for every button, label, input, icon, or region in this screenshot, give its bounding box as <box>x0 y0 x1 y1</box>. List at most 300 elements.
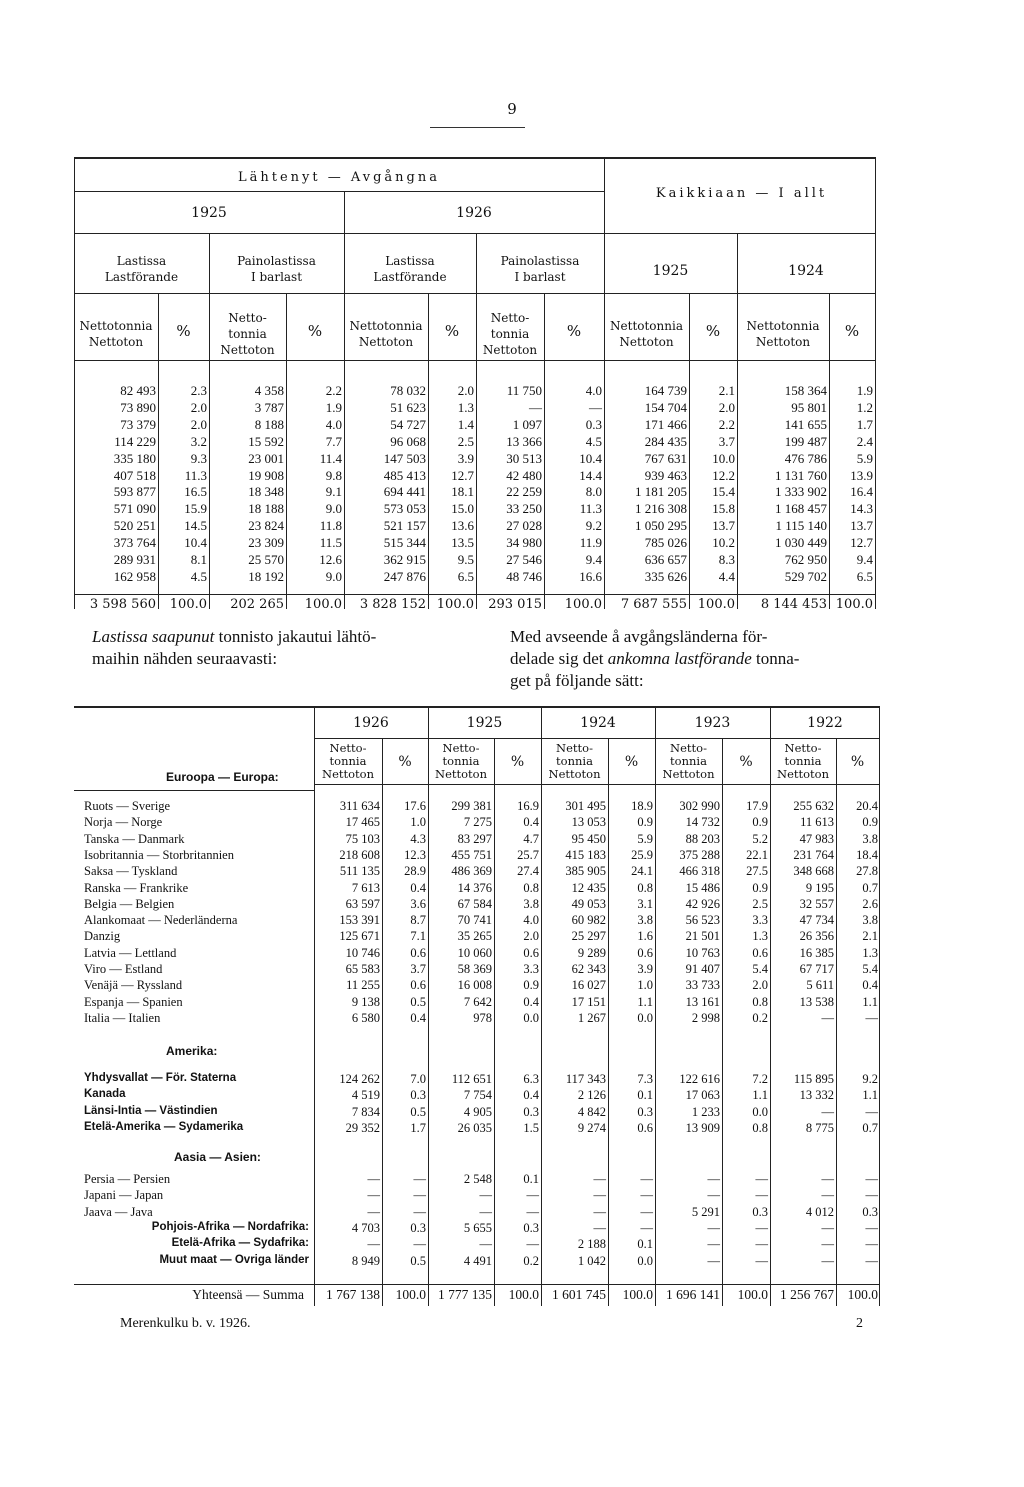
total-cell: 1 767 138 <box>326 1287 380 1302</box>
table-cell: 9.3 <box>190 450 207 466</box>
table-cell: 1 168 457 <box>775 501 827 517</box>
table-cell: 1 042 <box>577 1253 606 1268</box>
table-cell: 15.4 <box>712 484 735 500</box>
table-cell: 47 734 <box>799 913 834 928</box>
table-cell: 4 842 <box>577 1104 606 1119</box>
table-cell: 0.3 <box>585 416 602 432</box>
table-cell: 515 344 <box>383 535 426 551</box>
table-cell: 348 668 <box>793 864 834 879</box>
table-cell: 17 465 <box>345 815 380 830</box>
table-cell: 939 463 <box>644 467 687 483</box>
country-label: Italia — Italien <box>84 1010 161 1025</box>
departures-row <box>74 552 876 569</box>
table-cell: 67 584 <box>457 896 492 911</box>
table-cell: 13.7 <box>850 518 873 534</box>
table-cell: 231 764 <box>793 847 834 862</box>
table-cell: 117 343 <box>565 1072 606 1086</box>
origin-row <box>74 995 880 1011</box>
table-cell: 9.4 <box>585 552 602 567</box>
table-cell: 73 379 <box>120 416 156 432</box>
table-cell: 0.4 <box>523 1088 539 1103</box>
country-label: Muut maat — Övriga länder <box>159 1253 309 1266</box>
table-cell: 255 632 <box>793 799 834 813</box>
table-cell: 11 750 <box>506 383 542 398</box>
table-cell: 0.6 <box>523 945 539 960</box>
table-cell: 12.3 <box>404 847 426 862</box>
total-cell: 1 696 141 <box>666 1287 720 1302</box>
table-cell: 115 895 <box>793 1072 834 1086</box>
origin-row <box>74 1188 880 1204</box>
table-cell: 0.0 <box>637 1010 653 1025</box>
table-cell: 4 491 <box>463 1253 492 1268</box>
table-cell: 0.8 <box>752 994 768 1009</box>
table-cell: 0.3 <box>410 1220 426 1235</box>
total-cell: 100.0 <box>847 1287 878 1302</box>
origin-row <box>74 1254 880 1270</box>
table-cell: 1.0 <box>410 815 426 830</box>
origin-row <box>74 864 880 880</box>
table-cell: 0.9 <box>752 880 768 895</box>
total-title: Kaikkiaan — I allt <box>655 186 828 201</box>
table-cell: 529 702 <box>784 568 827 584</box>
table-cell: 7.1 <box>410 929 426 944</box>
table-cell: 27.8 <box>856 864 878 879</box>
country-label: Ranska — Frankrike <box>84 880 189 895</box>
table-cell: 13.5 <box>451 535 474 551</box>
table-cell: — <box>589 399 602 415</box>
table-cell: 15.8 <box>712 501 735 517</box>
unit-header: Netto- tonnia Nettoton <box>662 741 715 781</box>
table-cell: 3.6 <box>410 896 426 911</box>
table-cell: — <box>755 1172 768 1186</box>
table-cell: — <box>707 1253 720 1268</box>
table-cell: 767 631 <box>644 450 687 466</box>
table-cell: 11 613 <box>800 815 834 830</box>
departures-row <box>74 468 876 485</box>
total-cell: 202 265 <box>230 597 284 612</box>
table-cell: — <box>755 1237 768 1252</box>
table-cell: 0.9 <box>523 978 539 993</box>
table-cell: 17.6 <box>404 799 426 813</box>
table-cell: 5 291 <box>691 1204 720 1219</box>
pct-header: % <box>566 322 582 340</box>
table-cell: 2.5 <box>457 433 474 449</box>
table-cell: 91 407 <box>685 962 720 976</box>
table-cell: 7.3 <box>637 1072 653 1086</box>
departures-table <box>74 157 876 612</box>
table-cell: 23 309 <box>248 535 284 551</box>
unit-header: Nettotonnia Nettoton <box>610 319 683 349</box>
origin-row <box>74 1205 880 1221</box>
table-cell: 114 229 <box>114 433 156 449</box>
table-cell: 18 348 <box>248 484 284 500</box>
table-cell: 302 990 <box>679 799 720 813</box>
table-cell: 67 717 <box>799 962 834 976</box>
country-label: Japani — Japan <box>84 1188 164 1203</box>
table-cell: 1.2 <box>856 399 873 415</box>
table-cell: 8.0 <box>585 484 602 500</box>
table-cell: 18 188 <box>248 501 284 517</box>
country-label: Danzig <box>84 929 121 944</box>
departures-row <box>74 383 876 400</box>
table-cell: 122 616 <box>679 1072 720 1086</box>
departures-row <box>74 400 876 417</box>
table-cell: 13 161 <box>685 994 720 1009</box>
table-cell: 124 262 <box>339 1072 380 1086</box>
table-cell: 485 413 <box>383 467 426 483</box>
table-cell: — <box>755 1220 768 1235</box>
table-cell: 12.2 <box>712 467 735 483</box>
table-cell: 49 053 <box>571 896 606 911</box>
table-cell: — <box>529 399 542 415</box>
table-cell: — <box>367 1204 380 1219</box>
table-cell: 2.2 <box>718 416 735 432</box>
table-cell: — <box>367 1172 380 1186</box>
table-cell: — <box>707 1188 720 1203</box>
table-cell: 16.9 <box>517 799 539 813</box>
total-cell: 100.0 <box>564 597 602 612</box>
table-cell: 16 385 <box>799 945 834 960</box>
table-cell: 2.6 <box>862 896 878 911</box>
table-cell: — <box>479 1188 492 1203</box>
table-cell: 455 751 <box>451 847 492 862</box>
table-cell: 218 608 <box>339 847 380 862</box>
table-cell: 3.7 <box>718 433 735 449</box>
table-cell: 2.2 <box>325 383 342 398</box>
table-cell: 12.7 <box>850 535 873 551</box>
table-cell: 10.4 <box>579 450 602 466</box>
table-cell: 54 727 <box>390 416 426 432</box>
table-cell: — <box>755 1188 768 1203</box>
table-cell: 33 250 <box>506 501 542 517</box>
table-cell: 25 570 <box>248 552 284 567</box>
table-cell: 6.5 <box>457 568 474 584</box>
country-label: Latvia — Lettland <box>84 945 177 960</box>
table-cell: 78 032 <box>390 383 426 398</box>
table-cell: 0.3 <box>637 1104 653 1119</box>
origin-row <box>74 962 880 978</box>
table-cell: 51 623 <box>390 399 426 415</box>
table-cell: 9 195 <box>805 880 834 895</box>
unit-header: Netto- tonnia Nettoton <box>322 741 374 781</box>
table-cell: 23 824 <box>248 518 284 534</box>
table-cell: 25.7 <box>517 847 539 862</box>
table-cell: — <box>479 1237 492 1252</box>
table-cell: 289 931 <box>113 552 156 567</box>
table-cell: 301 495 <box>565 799 606 813</box>
country-label: Persia — Persien <box>84 1172 171 1186</box>
unit-header: Netto- tonnia Nettoton <box>482 311 538 357</box>
table-cell: 6.5 <box>856 568 873 584</box>
t2-year-1922: 1922 <box>807 715 843 731</box>
departures-row <box>74 535 876 552</box>
origin-row <box>74 832 880 848</box>
total-cell: 8 144 453 <box>760 597 827 612</box>
table-cell: 4.4 <box>718 568 735 584</box>
pct-header: % <box>176 322 191 340</box>
table-cell: 0.6 <box>752 945 768 960</box>
table-cell: 694 441 <box>383 484 426 500</box>
table-cell: — <box>821 1010 834 1025</box>
table-cell: 466 318 <box>679 864 720 879</box>
table-cell: 7 275 <box>463 815 492 830</box>
table-cell: 9.2 <box>862 1072 878 1086</box>
table-cell: — <box>865 1188 878 1203</box>
table-cell: 14 732 <box>685 815 720 830</box>
departures-row <box>74 451 876 468</box>
origin-row <box>74 1237 880 1253</box>
laden-1925-header: Lastissa Lastförande <box>104 254 179 284</box>
table-cell: 0.3 <box>523 1104 539 1119</box>
table-cell: — <box>707 1220 720 1235</box>
table-cell: 34 980 <box>506 535 542 551</box>
table-cell: 3.9 <box>457 450 474 466</box>
table-cell: 284 435 <box>644 433 687 449</box>
table-cell: 486 369 <box>451 864 492 879</box>
table-cell: 27.5 <box>746 864 768 879</box>
table-cell: 0.9 <box>637 815 653 830</box>
table-cell: 571 090 <box>113 501 156 517</box>
table-cell: — <box>526 1204 539 1219</box>
origin-row <box>74 1172 880 1188</box>
table-cell: 0.7 <box>862 1120 878 1135</box>
table-cell: 11.3 <box>184 467 207 483</box>
table-cell: 0.9 <box>862 815 878 830</box>
footer-page: 2 <box>856 1316 863 1331</box>
origin-row <box>74 1221 880 1237</box>
table-cell: 27 028 <box>506 518 542 534</box>
unit-header: Nettotonnia Nettoton <box>79 319 153 349</box>
table-cell: 162 958 <box>113 568 156 584</box>
table-cell: — <box>865 1172 878 1186</box>
table-cell: 0.2 <box>752 1010 768 1025</box>
table-cell: 3.2 <box>190 433 207 449</box>
table-cell: 0.4 <box>862 978 878 993</box>
table-cell: — <box>413 1237 426 1252</box>
table-cell: 1 131 760 <box>775 467 827 483</box>
table-cell: 30 513 <box>506 450 542 466</box>
table-cell: 96 068 <box>390 433 426 449</box>
total-cell: 1 601 745 <box>552 1287 606 1302</box>
table-cell: 0.4 <box>410 880 426 895</box>
table-cell: 1.4 <box>457 416 474 432</box>
table-cell: 593 877 <box>113 484 156 500</box>
country-label: Etelä-Afrika — Sydafrika: <box>171 1237 309 1250</box>
table-cell: 4 012 <box>805 1204 834 1219</box>
table-cell: 23 001 <box>248 450 284 466</box>
table-cell: 573 053 <box>383 501 426 517</box>
table-cell: 7 613 <box>351 880 380 895</box>
table-cell: 4.0 <box>325 416 342 432</box>
table-cell: 0.6 <box>637 945 653 960</box>
table-cell: 5.9 <box>637 831 653 846</box>
table-cell: 58 369 <box>457 962 492 976</box>
table-cell: 13 538 <box>799 994 834 1009</box>
table-cell: 18.1 <box>451 484 474 500</box>
table-cell: 25 297 <box>571 929 606 944</box>
table-cell: 1.9 <box>856 383 873 398</box>
table-cell: — <box>821 1220 834 1235</box>
table-cell: — <box>367 1188 380 1203</box>
origin-row <box>74 1105 880 1121</box>
table-cell: 1.7 <box>410 1120 426 1135</box>
table-cell: — <box>526 1188 539 1203</box>
table-cell: 9 289 <box>577 945 606 960</box>
origin-row <box>74 1011 880 1027</box>
table-cell: 18.9 <box>631 799 653 813</box>
table-cell: 24.1 <box>631 864 653 879</box>
table-cell: 2.5 <box>752 896 768 911</box>
pct-header: % <box>398 754 412 770</box>
table-cell: 1.5 <box>523 1120 539 1135</box>
table-cell: 7 642 <box>463 994 492 1009</box>
table-cell: 521 157 <box>383 518 426 534</box>
table-cell: 13.6 <box>451 518 474 534</box>
total-cell: 100.0 <box>835 597 873 612</box>
total-cell: 100.0 <box>395 1287 426 1302</box>
origin-row <box>74 929 880 945</box>
table-cell: 88 203 <box>685 831 720 846</box>
page-number: 9 <box>507 100 517 118</box>
table-cell: 10 060 <box>457 945 492 960</box>
country-label: Alankomaat — Nederländerna <box>84 913 238 928</box>
unit-header: Nettotonnia Nettoton <box>349 319 423 349</box>
table-cell: 0.1 <box>523 1172 539 1186</box>
table-cell: 42 926 <box>685 896 720 911</box>
departures-row <box>74 417 876 434</box>
origin-row <box>74 799 880 815</box>
table-cell: — <box>593 1204 606 1219</box>
table-cell: 125 671 <box>339 929 380 944</box>
table-cell: 1 030 449 <box>775 535 827 551</box>
table-cell: 9.2 <box>585 518 602 534</box>
table-cell: 11.4 <box>319 450 342 466</box>
country-label: Belgia — Belgien <box>84 896 175 911</box>
country-label: Jaava — Java <box>84 1204 153 1219</box>
table-cell: 299 381 <box>451 799 492 813</box>
table-cell: 18.4 <box>856 847 878 862</box>
table-cell: 0.2 <box>523 1253 539 1268</box>
laden-1926-header: Lastissa Lastförande <box>373 254 447 284</box>
table-cell: 335 626 <box>644 568 687 584</box>
table-cell: 3.8 <box>637 913 653 928</box>
table-cell: 13 332 <box>799 1088 834 1103</box>
table-cell: 1.0 <box>637 978 653 993</box>
table-cell: — <box>821 1172 834 1186</box>
total-cell: 3 828 152 <box>359 597 426 612</box>
table-cell: 2 126 <box>577 1088 606 1103</box>
country-label: Tanska — Danmark <box>84 831 185 846</box>
table-cell: 21 501 <box>685 929 720 944</box>
departures-row <box>74 569 876 586</box>
table-cell: 2.0 <box>752 978 768 993</box>
t2-year-1924: 1924 <box>580 715 616 731</box>
country-label: Isobritannia — Storbritannien <box>84 847 234 862</box>
table-cell: 17.9 <box>746 799 768 813</box>
total-label: Yhteensä — Summa <box>192 1287 304 1302</box>
table-cell: 4 905 <box>463 1104 492 1119</box>
table-cell: 9.5 <box>457 552 474 567</box>
table-cell: 311 634 <box>339 799 380 813</box>
total-cell: 100.0 <box>737 1287 768 1302</box>
pct-header: % <box>307 322 323 340</box>
table-cell: 1 267 <box>577 1010 606 1025</box>
table-cell: 1 233 <box>691 1104 720 1119</box>
table-cell: 476 786 <box>784 450 827 466</box>
year-1924-total: 1924 <box>788 263 824 279</box>
table-cell: 0.3 <box>523 1220 539 1235</box>
table-cell: 335 180 <box>113 450 156 466</box>
table-cell: 11 255 <box>346 978 380 993</box>
total-cell: 100.0 <box>436 597 474 612</box>
table-cell: 4.7 <box>523 831 539 846</box>
table-cell: 73 890 <box>120 399 156 415</box>
table-cell: 2.0 <box>457 383 474 398</box>
table-cell: 11.8 <box>319 518 342 534</box>
table-cell: 20.4 <box>856 799 878 813</box>
section-europe: Euroopa — Europa: <box>166 770 279 784</box>
table-cell: 11.3 <box>579 501 602 517</box>
table-cell: 9.4 <box>856 552 873 567</box>
table-cell: 1 216 308 <box>635 501 687 517</box>
table-cell: 5 655 <box>463 1220 492 1235</box>
table-cell: 42 480 <box>506 467 542 483</box>
ballast-1926-header: Painolastissa I barlast <box>500 254 580 284</box>
table-cell: — <box>593 1188 606 1203</box>
table-cell: 1 181 205 <box>635 484 687 500</box>
table-cell: 1.3 <box>862 945 878 960</box>
table-cell: 171 466 <box>644 416 687 432</box>
table-cell: 12 435 <box>571 880 606 895</box>
country-label: Kanada <box>84 1088 126 1101</box>
table-cell: 22.1 <box>746 847 768 862</box>
table-cell: 2.0 <box>523 929 539 944</box>
table-cell: 0.3 <box>410 1088 426 1103</box>
t2-totals-row <box>74 1287 880 1303</box>
table-cell: 5.9 <box>856 450 873 466</box>
unit-header: Netto- tonnia Nettoton <box>220 311 275 357</box>
total-cell: 1 256 767 <box>780 1287 834 1302</box>
departures-row <box>74 518 876 535</box>
origin-row <box>74 897 880 913</box>
table-cell: 3.3 <box>752 913 768 928</box>
table-cell: 0.7 <box>862 880 878 895</box>
table-cell: 32 557 <box>799 896 834 911</box>
country-label: Ruots — Sverige <box>84 799 171 813</box>
table-cell: 3 787 <box>254 399 284 415</box>
pct-header: % <box>844 322 860 340</box>
t2-year-1923: 1923 <box>694 715 731 731</box>
table-cell: 3.8 <box>862 831 878 846</box>
table-cell: 56 523 <box>685 913 720 928</box>
table-cell: 0.9 <box>752 815 768 830</box>
table-cell: 158 364 <box>784 383 827 398</box>
country-label: Etelä-Amerika — Sydamerika <box>84 1120 244 1133</box>
table-cell: 13 053 <box>571 815 606 830</box>
table-cell: — <box>640 1172 653 1186</box>
origin-row <box>74 815 880 831</box>
table-cell: 14.5 <box>184 518 207 534</box>
table-cell: 16.5 <box>184 484 207 500</box>
table-cell: 27.4 <box>517 864 539 879</box>
table-cell: 785 026 <box>644 535 687 551</box>
table-cell: 14.3 <box>850 501 873 517</box>
table-cell: 4.0 <box>585 383 602 398</box>
table-cell: 95 801 <box>791 399 827 415</box>
table-cell: 5.2 <box>752 831 768 846</box>
table-cell: 7.0 <box>410 1072 426 1086</box>
table-cell: 25.9 <box>631 847 653 862</box>
